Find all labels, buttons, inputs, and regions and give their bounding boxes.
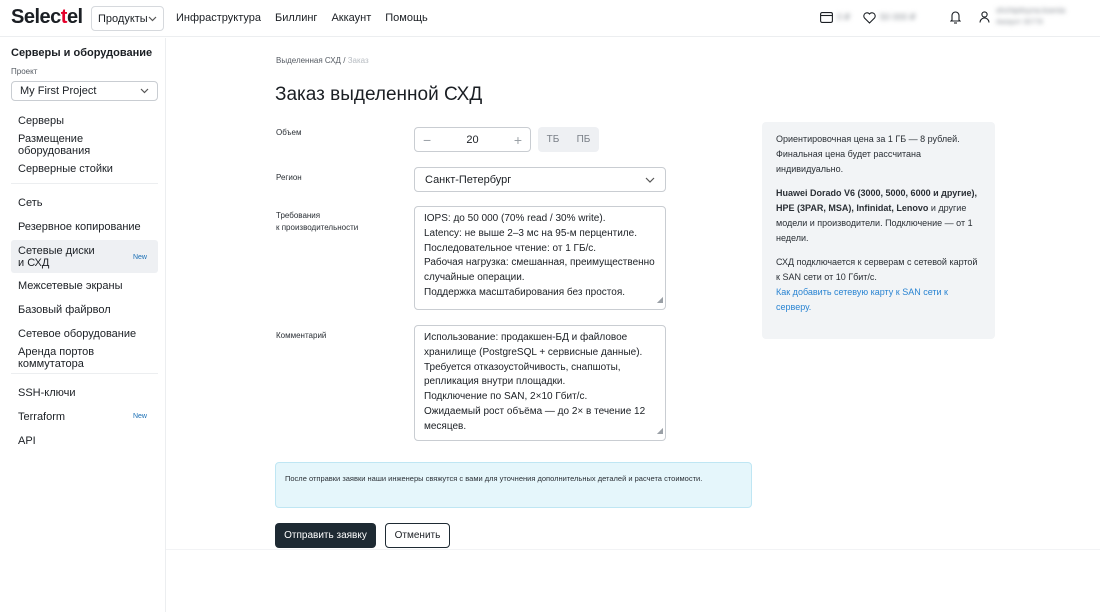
sidebar-item-switch-ports[interactable]: Аренда портов коммутатора	[18, 346, 95, 370]
bell-icon[interactable]	[950, 10, 961, 24]
text-line: Рабочая нагрузка: смешанная, преимущественно	[424, 257, 655, 269]
project-select[interactable]	[11, 81, 158, 101]
breadcrumb-parent[interactable]: Выделенная СХД	[276, 56, 341, 65]
submit-button[interactable]: Отправить заявку	[275, 523, 376, 548]
sidebar-item-label: и СХД	[18, 256, 50, 269]
sidebar-item-basic-firewall[interactable]: Базовый файрвол	[18, 304, 111, 316]
minus-button[interactable]: −	[423, 131, 432, 148]
text-line: Поддержка масштабирования без простоя.	[424, 286, 626, 298]
sidebar-item-backup[interactable]: Резервное копирование	[18, 221, 141, 233]
cancel-button[interactable]: Отменить	[385, 523, 450, 548]
text-line: хранилище (PostgreSQL + сервисные данные).	[424, 346, 643, 358]
user-account: Аккаунт 30778	[996, 19, 1043, 26]
logo[interactable]: Selectel	[11, 6, 83, 28]
wallet-icon[interactable]	[820, 12, 833, 23]
breadcrumb-separator: /	[343, 56, 346, 65]
volume-input[interactable]: 20	[466, 133, 479, 146]
nav-help[interactable]: Помощь	[385, 12, 428, 24]
top-nav	[176, 12, 442, 24]
models-note: Huawei Dorado V6 (3000, 5000, 6000 и другие), HPE (3PAR, MSA), Infinidat, Lenovo и другие модели и производители. Подключение — от 1 недели.	[776, 188, 977, 243]
region-value: Санкт-Петербург	[425, 173, 512, 186]
nav-infrastructure[interactable]: Инфраструктура	[176, 12, 262, 24]
san-help-link[interactable]: Как добавить сетевую карту к SAN сети к серверу.	[776, 287, 948, 312]
text-line: Ожидаемый рост объёма — до 2× в течение 12	[424, 405, 646, 417]
new-badge: New	[132, 254, 147, 261]
sidebar-item-label: Terraform	[18, 411, 66, 423]
bonus-value: 50 000 ₽	[880, 12, 916, 22]
resize-handle-icon[interactable]: ◢	[656, 426, 663, 436]
text-line: Требуется отказоустойчивость, снапшоты,	[424, 361, 621, 373]
performance-textarea[interactable]	[414, 206, 666, 310]
text-line: репликация внутри площадки.	[424, 376, 566, 388]
products-label: Продукты	[98, 12, 148, 25]
price-note: Ориентировочная цена за 1 ГБ — 8 рублей. Финальная цена будет рассчитана индивидуально.	[776, 134, 960, 174]
region-label: Регион	[276, 173, 302, 182]
sidebar-item-terraform[interactable]	[11, 410, 158, 424]
text-line: месяцев.	[424, 420, 467, 432]
text-line: случайные операции.	[424, 272, 525, 284]
unit-toggle	[538, 127, 599, 152]
sidebar-item-storage[interactable]	[11, 240, 158, 273]
text-line: Последовательное чтение: от 1 ГБ/с.	[424, 242, 597, 254]
info-notice: После отправки заявки наши инженеры свяжутся с вами для уточнения дополнительных деталей и расчета стоимости.	[275, 462, 752, 508]
chevron-down-icon	[645, 177, 655, 183]
user-icon[interactable]	[979, 11, 990, 23]
plus-button[interactable]: +	[513, 131, 522, 148]
unit-tb[interactable]: ТБ	[546, 134, 560, 145]
pricing-info-panel	[762, 122, 995, 339]
sidebar-item-api[interactable]: API	[18, 435, 36, 447]
sidebar-divider	[11, 373, 158, 374]
sidebar-item-racks[interactable]: Серверные стойки	[18, 163, 113, 175]
sidebar-item-firewalls[interactable]: Межсетевые экраны	[18, 280, 123, 292]
sidebar-item-network-equipment[interactable]: Сетевое оборудование	[18, 328, 137, 340]
volume-label: Объем	[276, 128, 302, 137]
project-label: Проект	[11, 67, 38, 76]
san-note: СХД подключается к серверам с сетевой картой к SAN сети от 10 Гбит/с. Как добавить сетевую карту к SAN сети к серверу.	[776, 257, 978, 312]
text-line: Latency: не выше 2–3 мс на 95-м перцентиле.	[424, 227, 637, 239]
project-value: My First Project	[20, 85, 97, 97]
performance-label: Требования к производительности	[276, 211, 359, 232]
text-line: Использование: продакшен-БД и файловое	[424, 332, 628, 343]
new-badge: New	[132, 413, 147, 420]
nav-billing[interactable]: Биллинг	[275, 12, 318, 24]
balance-value: 0 ₽	[837, 12, 851, 22]
sidebar-item-ssh-keys[interactable]: SSH-ключи	[18, 387, 76, 399]
sidebar-item-label: Сетевые диски	[18, 244, 95, 257]
breadcrumb	[276, 56, 369, 65]
unit-pb[interactable]: ПБ	[576, 134, 591, 145]
products-menu-button[interactable]	[91, 6, 164, 31]
region-select[interactable]	[414, 167, 666, 192]
sidebar-item-network[interactable]: Сеть	[18, 197, 43, 209]
sidebar-divider	[11, 183, 158, 184]
heart-icon[interactable]	[863, 12, 876, 24]
volume-stepper	[414, 127, 531, 152]
text-line: Подключение по SAN, 2×10 Гбит/с.	[424, 391, 588, 403]
comment-textarea[interactable]	[414, 325, 666, 441]
chevron-down-icon	[148, 16, 157, 22]
divider	[166, 549, 1100, 550]
sidebar-item-servers[interactable]: Серверы	[18, 115, 65, 127]
sidebar-item-colocation[interactable]: Размещение оборудования	[18, 133, 91, 157]
top-bar	[0, 0, 1100, 37]
breadcrumb-current: Заказ	[347, 56, 369, 65]
chevron-down-icon	[140, 88, 149, 94]
sidebar-title: Серверы и оборудование	[11, 47, 153, 59]
resize-handle-icon[interactable]: ◢	[656, 295, 663, 305]
user-email[interactable]: shchipitsyna.ksenia	[996, 6, 1066, 15]
nav-account[interactable]: Аккаунт	[331, 12, 372, 24]
text-line: IOPS: до 50 000 (70% read / 30% write).	[424, 213, 606, 224]
sidebar	[0, 38, 166, 612]
page-title: Заказ выделенной СХД	[275, 84, 483, 105]
comment-label: Комментарий	[276, 331, 327, 340]
